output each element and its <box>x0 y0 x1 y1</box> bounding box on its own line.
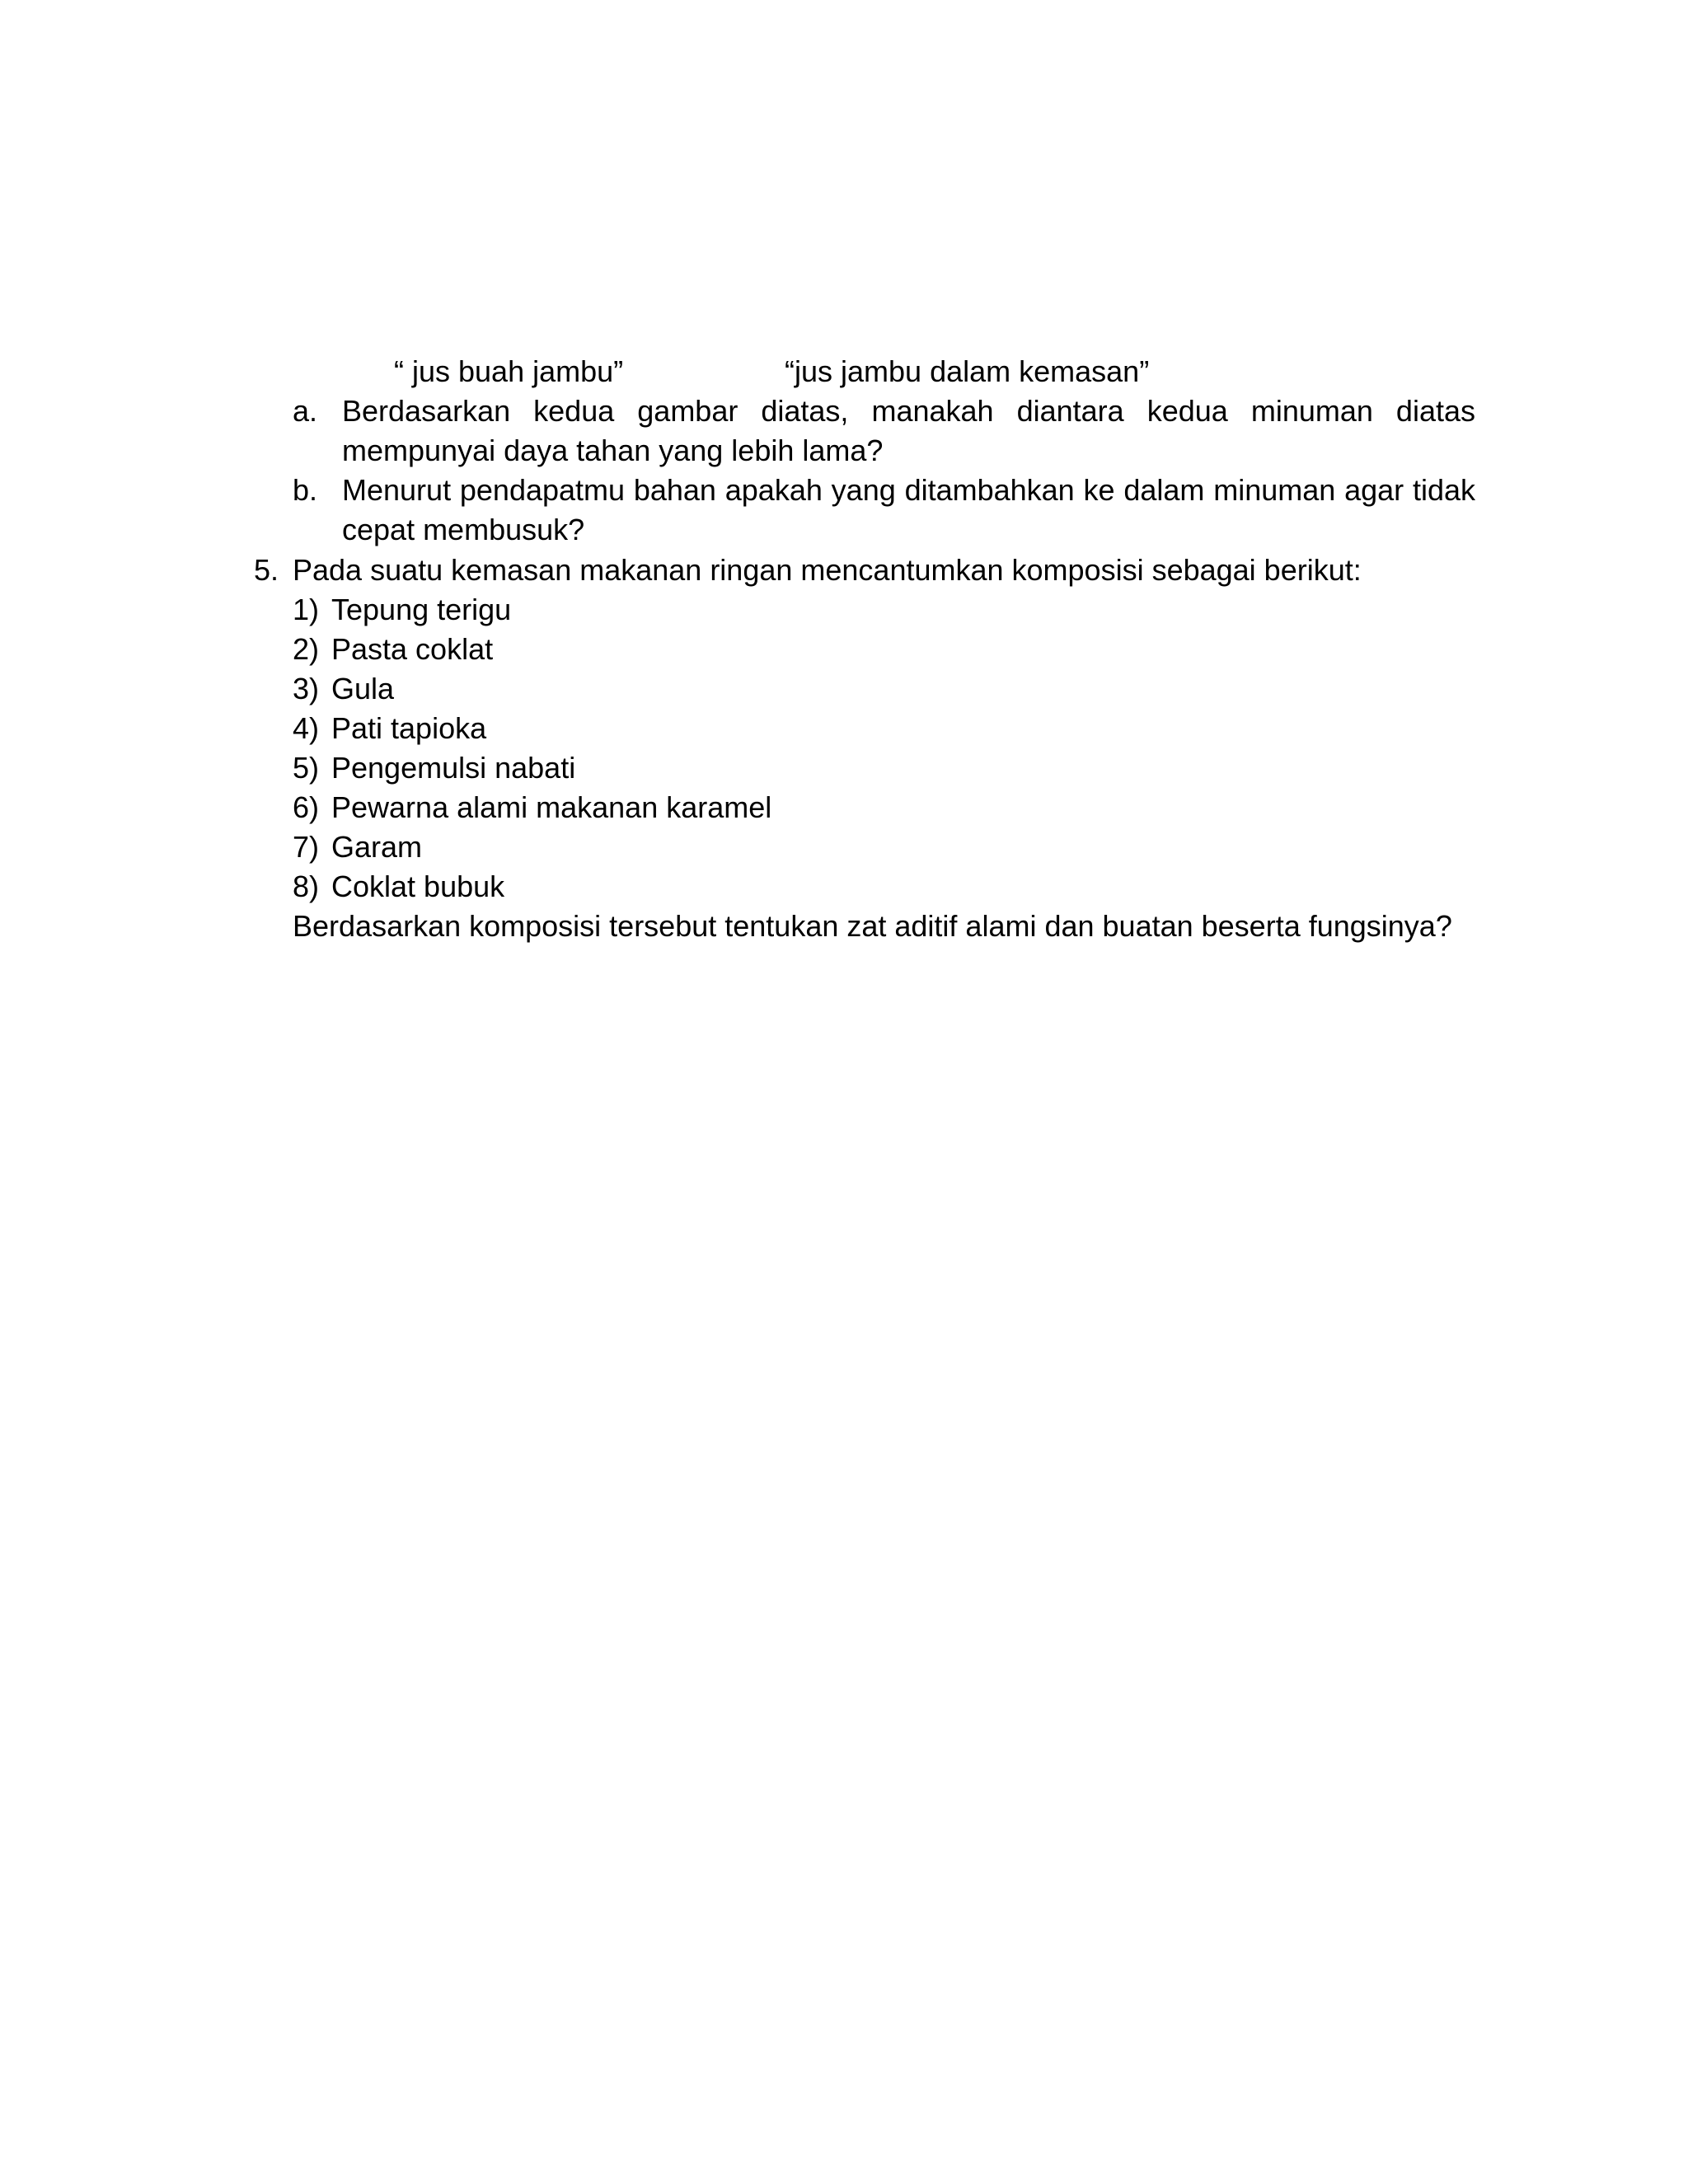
sub-question-text: Berdasarkan kedua gambar diatas, manakah diantara kedua minuman diatas mempunyai daya tahan yang lebih lama? <box>342 394 1475 467</box>
list-item <box>293 867 1447 907</box>
list-item-number: 5) <box>293 751 320 785</box>
caption-packaged-juice: “jus jambu dalam kemasan” <box>785 354 1150 388</box>
list-item-text: Gula <box>331 672 395 705</box>
list-item-number: 2) <box>293 632 320 666</box>
sub-question-text: Menurut pendapatmu bahan apakah yang ditambahkan ke dalam minuman agar tidak cepat membusuk? <box>342 473 1475 546</box>
closing-question: Berdasarkan komposisi tersebut tentukan zat aditif alami dan buatan beserta fungsinya? <box>293 909 1452 943</box>
sub-question-list <box>293 391 1475 550</box>
composition-list <box>293 590 1447 907</box>
list-item-text: Pasta coklat <box>331 632 494 666</box>
sub-question-marker: a. <box>293 394 318 428</box>
list-item-text: Coklat bubuk <box>331 869 505 903</box>
sub-question-marker: b. <box>293 473 318 507</box>
sub-question-a <box>293 391 1475 471</box>
list-item-text: Pengemulsi nabati <box>331 751 576 785</box>
list-item <box>293 630 1447 669</box>
list-item <box>293 788 1447 827</box>
question-5 <box>254 551 1482 590</box>
list-item-text: Pewarna alami makanan karamel <box>331 790 772 824</box>
list-item-text: Garam <box>331 830 423 864</box>
list-item <box>293 748 1447 788</box>
question-text: Pada suatu kemasan makanan ringan mencantumkan komposisi sebagai berikut: <box>293 553 1362 587</box>
list-item <box>293 590 1447 630</box>
image-captions <box>0 352 1688 391</box>
list-item-text: Pati tapioka <box>331 711 487 745</box>
list-item <box>293 827 1447 867</box>
sub-question-b <box>293 471 1475 550</box>
list-item-number: 7) <box>293 830 320 864</box>
list-item <box>293 669 1447 709</box>
list-item-text: Tepung terigu <box>331 593 512 626</box>
caption-fresh-juice: “ jus buah jambu” <box>394 354 624 388</box>
list-item-number: 6) <box>293 790 320 824</box>
list-item-number: 4) <box>293 711 320 745</box>
list-item-number: 1) <box>293 593 320 626</box>
list-item-number: 3) <box>293 672 320 705</box>
list-item-number: 8) <box>293 869 320 903</box>
question-number: 5. <box>254 553 279 587</box>
list-item <box>293 709 1447 748</box>
